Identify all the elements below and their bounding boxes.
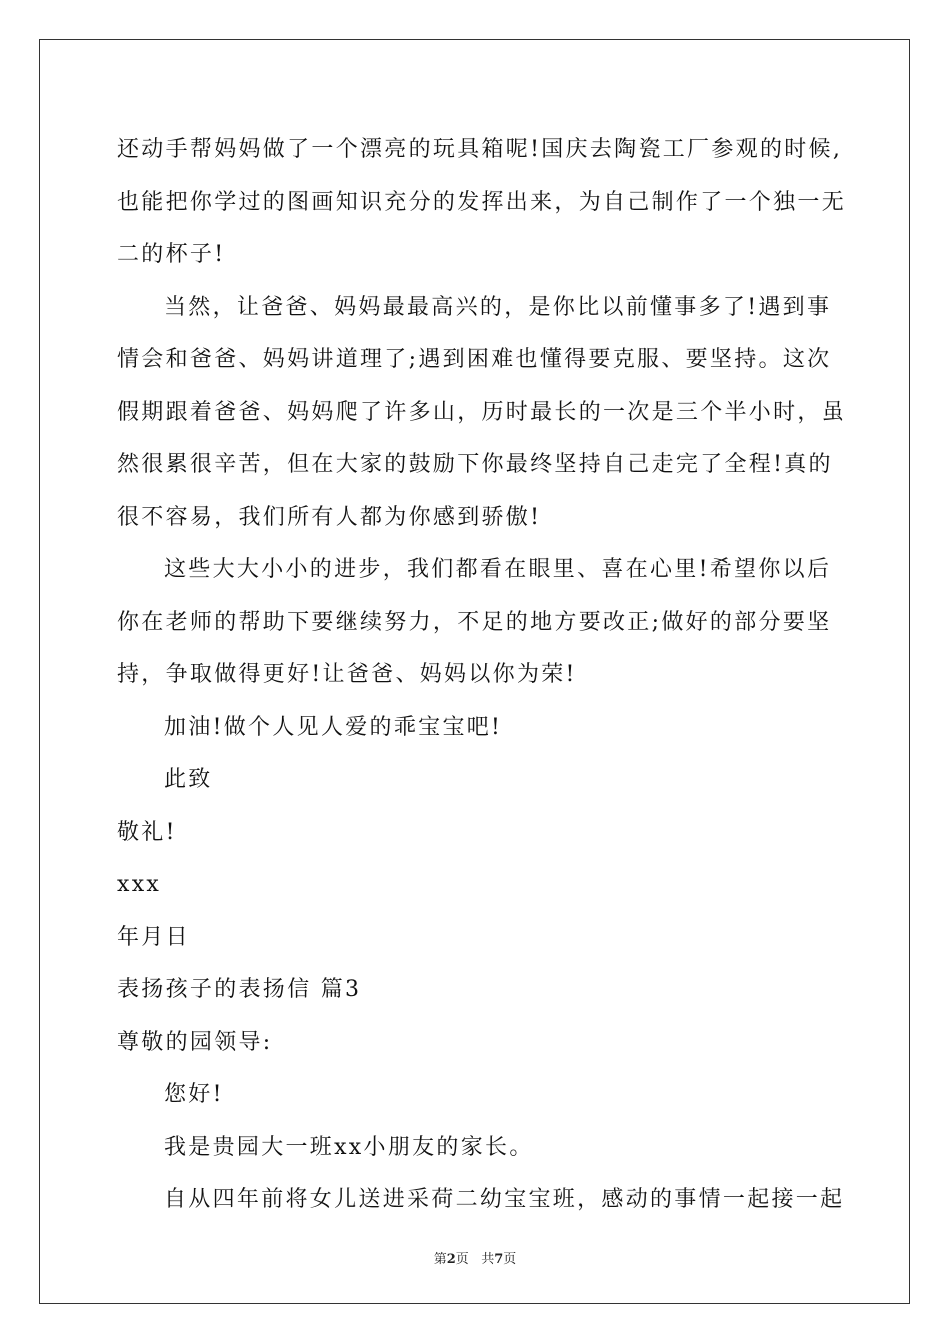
footer-total-number: 7 xyxy=(494,1252,504,1267)
closing-salutation: 此致 xyxy=(164,767,213,792)
text-line-5: 情会和爸爸、妈妈讲道理了;遇到困难也懂得要克服、要坚持。这次 xyxy=(117,347,832,372)
signature: xxx xyxy=(117,872,162,897)
footer-page-prefix: 第 xyxy=(433,1252,447,1267)
text-line-9: 这些大大小小的进步，我们都看在眼里、喜在心里!希望你以后 xyxy=(164,557,832,582)
closing-regards: 敬礼! xyxy=(117,819,177,845)
text-line-10: 你在老师的帮助下要继续努力，不足的地方要改正;做好的部分要坚 xyxy=(117,609,832,635)
text-line-6: 假期跟着爸爸、妈妈爬了许多山，历时最长的一次是三个半小时，虽 xyxy=(117,399,847,425)
letter-greeting: 尊敬的园领导: xyxy=(117,1029,273,1055)
text-line-1: 还动手帮妈妈做了一个漂亮的玩具箱呢!国庆去陶瓷工厂参观的时候, xyxy=(117,137,843,162)
date-line: 年月日 xyxy=(117,924,190,950)
text-line-7: 然很累很辛苦，但在大家的鼓励下你最终坚持自己走完了全程!真的 xyxy=(117,452,833,477)
document-body xyxy=(117,124,847,1227)
text-line-last: 自从四年前将女儿送进采荷二幼宝宝班，感动的事情一起接一起 xyxy=(164,1187,845,1212)
text-line-4: 当然，让爸爸、妈妈最最高兴的，是你比以前懂事多了!遇到事 xyxy=(164,294,832,320)
text-line-2: 也能把你学过的图画知识充分的发挥出来，为自己制作了一个独一无 xyxy=(117,189,847,215)
footer-total-prefix: 共 xyxy=(481,1252,495,1267)
text-line-hello: 您好! xyxy=(164,1082,224,1107)
text-line-11: 持，争取做得更好!让爸爸、妈妈以你为荣! xyxy=(117,662,577,687)
footer-page-suffix: 页 xyxy=(455,1252,469,1267)
section-heading: 表扬孩子的表扬信 篇3 xyxy=(117,977,362,1002)
page-footer xyxy=(0,1248,950,1267)
text-line-intro: 我是贵园大一班xx小朋友的家长。 xyxy=(164,1134,534,1160)
footer-total-suffix: 页 xyxy=(503,1252,517,1267)
footer-page-number: 2 xyxy=(446,1252,456,1267)
text-line-12: 加油!做个人见人爱的乖宝宝吧! xyxy=(164,714,503,740)
text-line-8: 很不容易，我们所有人都为你感到骄傲! xyxy=(117,504,542,530)
text-line-3: 二的杯子! xyxy=(117,242,226,267)
